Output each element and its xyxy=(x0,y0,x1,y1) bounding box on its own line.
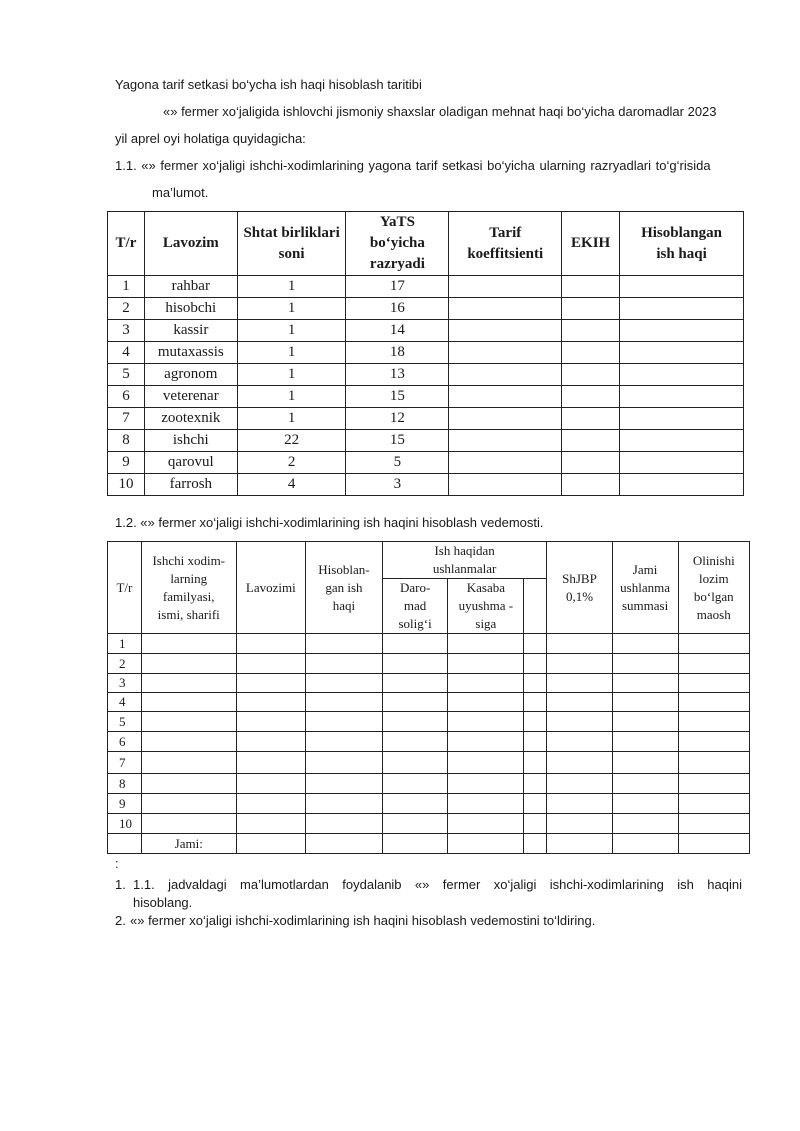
empty-cell xyxy=(448,752,524,774)
row-tarif-empty xyxy=(449,364,562,386)
row-razryad: 15 xyxy=(346,386,449,408)
row-hisoblangan-empty xyxy=(620,452,744,474)
row-number: 7 xyxy=(108,408,145,430)
table-header-row xyxy=(108,542,750,579)
row-hisoblangan-empty xyxy=(620,320,744,342)
empty-cell xyxy=(382,654,448,674)
row-number: 6 xyxy=(108,732,142,752)
row-ekih-empty xyxy=(562,276,620,298)
empty-cell xyxy=(236,834,305,854)
empty-cell xyxy=(612,834,678,854)
row-lavozim: zootexnik xyxy=(144,408,237,430)
row-number: 9 xyxy=(108,452,145,474)
table-header-row xyxy=(108,212,744,276)
row-razryad: 13 xyxy=(346,364,449,386)
section-1-1-heading-line1: 1.1. «» fermer xo‘jaligi ishchi-xodimlarining yagona tarif setkasi bo‘yicha ularning razryadlari to‘g‘risida xyxy=(115,158,711,173)
row-number: 3 xyxy=(108,674,142,693)
col-header-yats-razryad: YaTS bo‘yicha razryadi xyxy=(346,212,449,276)
row-tarif-empty xyxy=(449,452,562,474)
section-1-2-heading: 1.2. «» fermer xo‘jaligi ishchi-xodimlarining ish haqini hisoblash vedemosti. xyxy=(115,515,544,530)
row-ekih-empty xyxy=(562,452,620,474)
empty-cell xyxy=(236,674,305,693)
task-1-line2: hisoblang. xyxy=(133,895,193,910)
task-1-number: 1. xyxy=(115,877,126,892)
empty-cell xyxy=(382,712,448,732)
empty-cell xyxy=(448,693,524,712)
row-number: 6 xyxy=(108,386,145,408)
table-row xyxy=(108,452,744,474)
row-hisoblangan-empty xyxy=(620,408,744,430)
table-row xyxy=(108,794,750,814)
empty-cell xyxy=(236,654,305,674)
table-row xyxy=(108,342,744,364)
row-tarif-empty xyxy=(449,474,562,496)
task-1-line1: 1.1. jadvaldagi ma’lumotlardan foydalanib «» fermer xo‘jaligi ishchi-xodimlarining ish haqini xyxy=(133,877,742,892)
tasks-colon: : xyxy=(115,856,119,871)
empty-cell xyxy=(448,834,524,854)
empty-cell xyxy=(547,634,612,654)
col-header-lavozim: Lavozim xyxy=(144,212,237,276)
empty-cell xyxy=(524,834,547,854)
col-header-tr: T/r xyxy=(108,542,142,634)
col-header-daromad-soligi: Daro-mad solig‘i xyxy=(382,579,448,634)
row-razryad: 5 xyxy=(346,452,449,474)
empty-cell xyxy=(306,712,383,732)
row-hisoblangan-empty xyxy=(620,430,744,452)
col-header-ushlanmalar: Ish haqidan ushlanmalar xyxy=(382,542,547,579)
row-razryad: 15 xyxy=(346,430,449,452)
empty-cell xyxy=(547,774,612,794)
empty-cell xyxy=(141,654,236,674)
row-ekih-empty xyxy=(562,342,620,364)
table-row xyxy=(108,320,744,342)
row-shtat: 22 xyxy=(237,430,346,452)
empty-cell xyxy=(448,732,524,752)
row-ekih-empty xyxy=(562,430,620,452)
col-header-tarif-koeffitsienti: Tarif koeffitsienti xyxy=(449,212,562,276)
empty-cell xyxy=(678,752,749,774)
empty-cell xyxy=(141,674,236,693)
col-header-blank xyxy=(524,579,547,634)
empty-cell xyxy=(678,693,749,712)
row-lavozim: veterenar xyxy=(144,386,237,408)
empty-cell xyxy=(236,732,305,752)
empty-cell xyxy=(547,712,612,732)
row-tarif-empty xyxy=(449,276,562,298)
empty-cell xyxy=(524,774,547,794)
empty-cell xyxy=(141,814,236,834)
table-row xyxy=(108,752,750,774)
razryad-table-body xyxy=(108,276,744,496)
row-shtat: 1 xyxy=(237,342,346,364)
empty-cell xyxy=(524,674,547,693)
empty-cell xyxy=(547,674,612,693)
row-lavozim: farrosh xyxy=(144,474,237,496)
table-row xyxy=(108,430,744,452)
table-row xyxy=(108,408,744,430)
empty-cell xyxy=(524,634,547,654)
empty-cell xyxy=(547,814,612,834)
row-razryad: 14 xyxy=(346,320,449,342)
row-lavozim: qarovul xyxy=(144,452,237,474)
table-row xyxy=(108,386,744,408)
empty-cell xyxy=(382,634,448,654)
row-number: 10 xyxy=(108,814,142,834)
row-lavozim: kassir xyxy=(144,320,237,342)
empty-cell xyxy=(306,693,383,712)
empty-cell xyxy=(448,654,524,674)
row-tarif-empty xyxy=(449,298,562,320)
row-razryad: 12 xyxy=(346,408,449,430)
empty-cell xyxy=(524,693,547,712)
col-header-hisoblangan: Hisoblangan ish haqi xyxy=(620,212,744,276)
razryad-table xyxy=(107,211,744,496)
empty-cell xyxy=(524,732,547,752)
empty-cell xyxy=(382,693,448,712)
empty-cell xyxy=(678,634,749,654)
empty-cell xyxy=(306,834,383,854)
task-2-number: 2. xyxy=(115,913,126,928)
empty-cell xyxy=(678,834,749,854)
empty-cell xyxy=(382,774,448,794)
row-number: 2 xyxy=(108,298,145,320)
empty-cell xyxy=(236,693,305,712)
row-shtat: 4 xyxy=(237,474,346,496)
col-header-olinishi: Olinishi lozim bo‘lgan maosh xyxy=(678,542,749,634)
empty-cell xyxy=(612,732,678,752)
col-header-shjbp: ShJBP 0,1% xyxy=(547,542,612,634)
row-number: 5 xyxy=(108,364,145,386)
empty-cell xyxy=(547,834,612,854)
table-row xyxy=(108,364,744,386)
empty-cell xyxy=(141,794,236,814)
empty-cell xyxy=(547,794,612,814)
empty-cell xyxy=(236,634,305,654)
row-shtat: 1 xyxy=(237,276,346,298)
row-number: 4 xyxy=(108,342,145,364)
empty-cell xyxy=(382,834,448,854)
table-row xyxy=(108,732,750,752)
empty-cell xyxy=(306,774,383,794)
row-number: 10 xyxy=(108,474,145,496)
table-row xyxy=(108,298,744,320)
empty-cell xyxy=(141,774,236,794)
empty-cell xyxy=(306,814,383,834)
empty-cell xyxy=(612,654,678,674)
row-ekih-empty xyxy=(562,320,620,342)
row-lavozim: ishchi xyxy=(144,430,237,452)
empty-cell xyxy=(448,794,524,814)
row-shtat: 1 xyxy=(237,298,346,320)
empty-cell xyxy=(612,752,678,774)
row-razryad: 3 xyxy=(346,474,449,496)
table-row xyxy=(108,774,750,794)
row-shtat: 1 xyxy=(237,320,346,342)
empty-cell xyxy=(547,752,612,774)
empty-cell xyxy=(382,674,448,693)
row-ekih-empty xyxy=(562,386,620,408)
empty-cell xyxy=(612,814,678,834)
row-ekih-empty xyxy=(562,298,620,320)
section-1-1-heading-line2: ma’lumot. xyxy=(152,185,209,200)
vedemost-table-body xyxy=(108,634,750,854)
table-row xyxy=(108,634,750,654)
col-header-shtat: Shtat birliklari soni xyxy=(237,212,346,276)
empty-cell xyxy=(448,814,524,834)
row-hisoblangan-empty xyxy=(620,364,744,386)
empty-cell xyxy=(382,752,448,774)
row-hisoblangan-empty xyxy=(620,276,744,298)
empty-cell xyxy=(524,752,547,774)
row-hisoblangan-empty xyxy=(620,474,744,496)
col-header-tr: T/r xyxy=(108,212,145,276)
empty-cell xyxy=(236,712,305,732)
row-tarif-empty xyxy=(449,342,562,364)
col-header-hisoblangan: Hisoblan-gan ish haqi xyxy=(306,542,383,634)
row-razryad: 17 xyxy=(346,276,449,298)
empty-cell xyxy=(547,693,612,712)
empty-cell xyxy=(236,814,305,834)
row-number: 1 xyxy=(108,634,142,654)
table-row xyxy=(108,474,744,496)
empty-cell xyxy=(678,712,749,732)
empty-cell xyxy=(678,654,749,674)
empty-cell xyxy=(678,794,749,814)
empty-cell xyxy=(382,732,448,752)
total-label: Jami: xyxy=(141,834,236,854)
col-header-fio: Ishchi xodim-larning familyasi, ismi, sharifi xyxy=(141,542,236,634)
task-2-text: «» fermer xo‘jaligi ishchi-xodimlarining ish haqini hisoblash vedemostini to‘ldiring. xyxy=(130,913,596,928)
row-number: 9 xyxy=(108,794,142,814)
empty-cell xyxy=(678,774,749,794)
row-shtat: 2 xyxy=(237,452,346,474)
empty-cell xyxy=(524,654,547,674)
total-row xyxy=(108,834,750,854)
empty-cell xyxy=(612,693,678,712)
row-number: 1 xyxy=(108,276,145,298)
empty-cell xyxy=(448,674,524,693)
row-tarif-empty xyxy=(449,386,562,408)
col-header-ekih: EKIH xyxy=(562,212,620,276)
empty-cell xyxy=(141,712,236,732)
empty-cell xyxy=(236,774,305,794)
table-row xyxy=(108,712,750,732)
empty-cell xyxy=(678,674,749,693)
empty-cell xyxy=(678,732,749,752)
intro-paragraph-line2: yil aprel oyi holatiga quyidagicha: xyxy=(115,131,306,146)
table-row xyxy=(108,814,750,834)
empty-cell xyxy=(141,732,236,752)
empty-cell xyxy=(524,814,547,834)
empty-cell xyxy=(236,752,305,774)
vedemost-table xyxy=(107,541,750,854)
empty-cell xyxy=(141,752,236,774)
table-row xyxy=(108,693,750,712)
table-row xyxy=(108,654,750,674)
row-shtat: 1 xyxy=(237,408,346,430)
row-number: 7 xyxy=(108,752,142,774)
empty-cell xyxy=(448,634,524,654)
empty-cell xyxy=(547,654,612,674)
empty-cell xyxy=(141,693,236,712)
empty-cell xyxy=(306,732,383,752)
col-header-lavozimi: Lavozimi xyxy=(236,542,305,634)
row-ekih-empty xyxy=(562,364,620,386)
row-number: 8 xyxy=(108,430,145,452)
empty-cell xyxy=(382,814,448,834)
row-razryad: 16 xyxy=(346,298,449,320)
empty-cell xyxy=(612,634,678,654)
row-ekih-empty xyxy=(562,408,620,430)
row-shtat: 1 xyxy=(237,386,346,408)
row-tarif-empty xyxy=(449,320,562,342)
row-hisoblangan-empty xyxy=(620,342,744,364)
col-header-jami-ushlanma: Jami ushlanma summasi xyxy=(612,542,678,634)
empty-cell xyxy=(678,814,749,834)
empty-cell xyxy=(547,732,612,752)
row-number: 8 xyxy=(108,774,142,794)
row-shtat: 1 xyxy=(237,364,346,386)
empty-cell xyxy=(382,794,448,814)
empty-cell xyxy=(612,712,678,732)
empty-cell xyxy=(108,834,142,854)
row-number: 5 xyxy=(108,712,142,732)
row-lavozim: mutaxassis xyxy=(144,342,237,364)
empty-cell xyxy=(306,674,383,693)
row-hisoblangan-empty xyxy=(620,386,744,408)
empty-cell xyxy=(612,674,678,693)
row-tarif-empty xyxy=(449,408,562,430)
empty-cell xyxy=(306,752,383,774)
row-number: 4 xyxy=(108,693,142,712)
empty-cell xyxy=(524,794,547,814)
empty-cell xyxy=(306,794,383,814)
row-tarif-empty xyxy=(449,430,562,452)
empty-cell xyxy=(612,794,678,814)
row-lavozim: rahbar xyxy=(144,276,237,298)
row-ekih-empty xyxy=(562,474,620,496)
empty-cell xyxy=(236,794,305,814)
intro-paragraph-line1: «» fermer xo‘jaligida ishlovchi jismoniy shaxslar oladigan mehnat haqi bo‘yicha daromadlar 2023 xyxy=(163,104,717,119)
row-number: 3 xyxy=(108,320,145,342)
row-lavozim: hisobchi xyxy=(144,298,237,320)
table-row xyxy=(108,276,744,298)
document-title: Yagona tarif setkasi bo‘ycha ish haqi hisoblash taritibi xyxy=(115,77,422,92)
table-row xyxy=(108,674,750,693)
row-lavozim: agronom xyxy=(144,364,237,386)
empty-cell xyxy=(524,712,547,732)
empty-cell xyxy=(306,654,383,674)
empty-cell xyxy=(448,774,524,794)
col-header-kasaba: Kasaba uyushma -siga xyxy=(448,579,524,634)
empty-cell xyxy=(306,634,383,654)
empty-cell xyxy=(141,634,236,654)
row-razryad: 18 xyxy=(346,342,449,364)
empty-cell xyxy=(448,712,524,732)
row-hisoblangan-empty xyxy=(620,298,744,320)
empty-cell xyxy=(612,774,678,794)
row-number: 2 xyxy=(108,654,142,674)
